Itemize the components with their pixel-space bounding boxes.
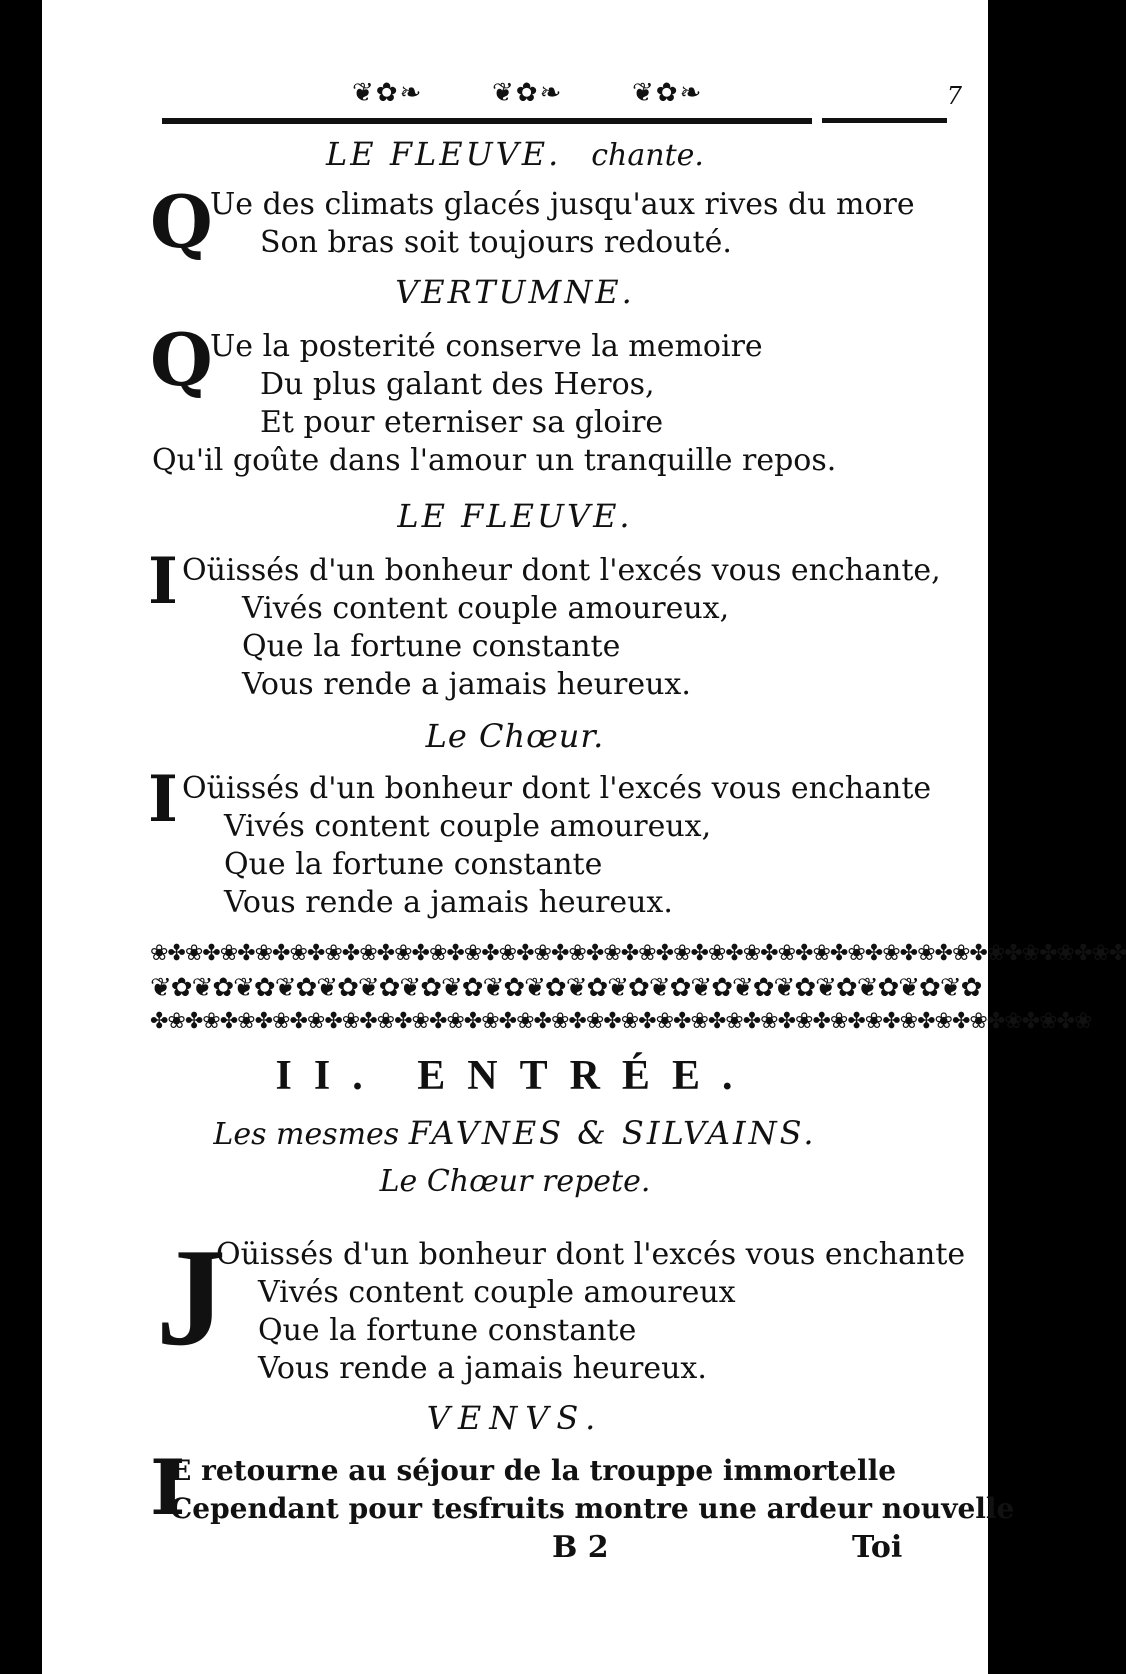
chorus-repeat-heading: Le Chœur repete. — [379, 1164, 651, 1199]
drop-capital: Q — [150, 179, 213, 264]
page-number: 7 — [946, 82, 962, 110]
ornament-band — [150, 940, 1126, 1034]
speaker-name: LE FLEUVE. — [397, 497, 633, 535]
speaker-heading — [42, 134, 988, 176]
entree-title: II. ENTRÉE. — [275, 1053, 755, 1099]
speaker-name: LE FLEUVE. — [326, 135, 562, 173]
verse-line: Vous rende a jamais heureux. — [242, 667, 691, 702]
verse-line: Oüissés d'un bonheur dont l'excés vous enchante — [182, 771, 932, 806]
head-ornament-left: ❦✿❧ — [352, 78, 424, 108]
entree-subtitle-caps: FAVNES & SILVAINS. — [408, 1114, 817, 1152]
verse-line: Du plus galant des Heros, — [260, 367, 655, 402]
verse-line: Que la fortune constante — [242, 629, 621, 664]
verse-line: Que la fortune constante — [258, 1313, 637, 1348]
page-footer — [42, 1530, 988, 1574]
section-le-fleuve — [42, 496, 988, 536]
verse-line: Vivés content couple amoureux — [258, 1275, 736, 1310]
verse-line: Cependant pour tesfruits montre une ardeur nouvelle — [170, 1492, 1015, 1525]
head-ornament-right: ❦✿❧ — [632, 78, 704, 108]
book-page — [42, 0, 1126, 1674]
entree-subtitle-lead: Les mesmes — [213, 1117, 400, 1152]
verse-line: E retourne au séjour de la trouppe immortelle — [170, 1454, 897, 1487]
ornament-band-row-middle: ❦✿❦✿❦✿❦✿❦✿❦✿❦✿❦✿❦✿❦✿❦✿❦✿❦✿❦✿❦✿❦✿❦✿❦✿❦✿❦✿ — [150, 973, 982, 1003]
drop-capital: I — [148, 544, 178, 619]
catchword: Toi — [852, 1530, 903, 1565]
verse-line: Ue des climats glacés jusqu'aux rives du more — [210, 187, 915, 222]
drop-capital: J — [156, 1220, 226, 1375]
stage-direction: chante. — [591, 138, 704, 173]
head-ornament-middle: ❦✿❧ — [492, 78, 564, 108]
ornament-band-row-bottom: ✤❀✤❀✤❀✤❀✤❀✤❀✤❀✤❀✤❀✤❀✤❀✤❀✤❀✤❀✤❀✤❀✤❀✤❀✤❀✤❀✤❀✤❀✤❀✤❀✤❀✤❀✤❀ — [150, 1009, 1092, 1034]
verse-line: Que la fortune constante — [224, 847, 603, 882]
running-head — [162, 74, 962, 134]
verse-line: Vous rende a jamais heureux. — [224, 885, 673, 920]
head-rule-short — [822, 118, 947, 123]
entree-subtitle — [42, 1114, 988, 1152]
verse-line: Vous rende a jamais heureux. — [258, 1351, 707, 1386]
verse-line: Vivés content couple amoureux, — [224, 809, 712, 844]
speaker-name: VENVS. — [426, 1399, 604, 1437]
drop-capital: I — [150, 1443, 186, 1532]
verse-line: Oüissés d'un bonheur dont l'excés vous enchante, — [182, 553, 941, 588]
verse-line: Ue la posterité conserve la memoire — [210, 329, 763, 364]
speaker-name: VERTUMNE. — [395, 273, 635, 311]
section-venus — [42, 1398, 988, 1438]
verse-line: Son bras soit toujours redouté. — [260, 225, 732, 260]
ornament-band-row-top: ❀✤❀✤❀✤❀✤❀✤❀✤❀✤❀✤❀✤❀✤❀✤❀✤❀✤❀✤❀✤❀✤❀✤❀✤❀✤❀✤❀✤❀✤❀✤❀✤❀✤❀✤❀✤❀✤ — [150, 941, 1126, 966]
section-le-fleuve-chante — [42, 134, 988, 176]
section-le-choeur — [42, 716, 988, 756]
section-vertumne — [42, 272, 988, 312]
drop-capital: Q — [150, 317, 213, 402]
verse-line: Oüissés d'un bonheur dont l'excés vous enchante — [216, 1237, 966, 1272]
signature-mark: B 2 — [552, 1530, 609, 1565]
verse-line: Qu'il goûte dans l'amour un tranquille repos. — [152, 443, 837, 478]
speaker-name: Le Chœur. — [425, 717, 605, 755]
drop-capital: I — [148, 762, 178, 837]
verse-line: Vivés content couple amoureux, — [242, 591, 730, 626]
head-rule — [162, 118, 812, 124]
verse-line: Et pour eterniser sa gloire — [260, 405, 664, 440]
